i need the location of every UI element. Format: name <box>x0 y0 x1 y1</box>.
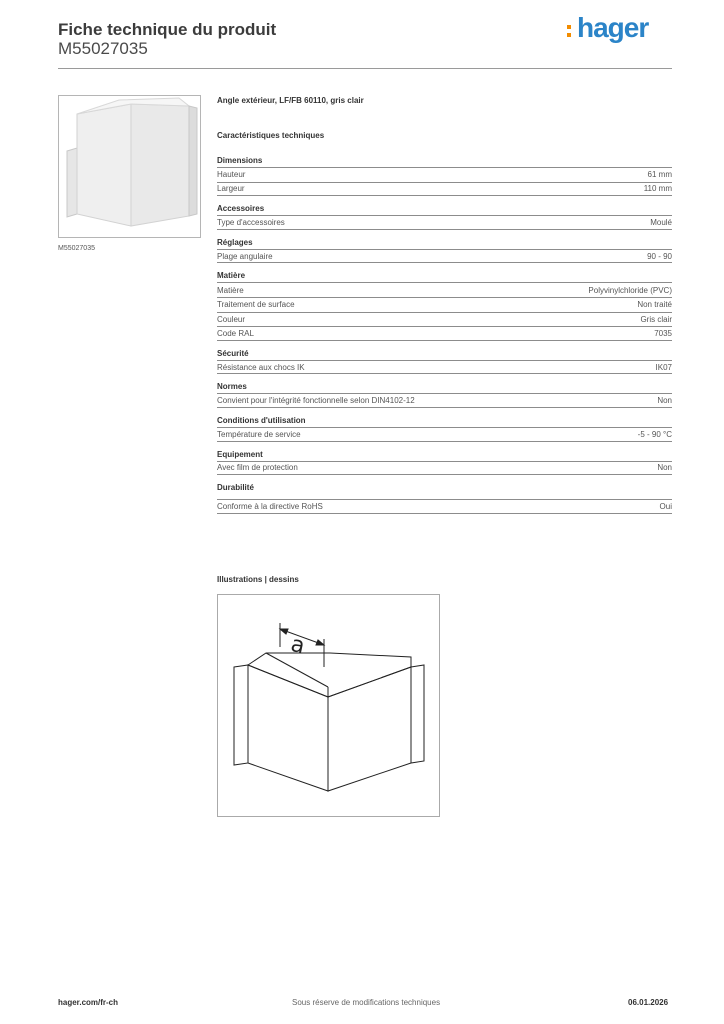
spec-label: Type d'accessoires <box>217 217 285 227</box>
logo-dots-icon <box>567 25 571 41</box>
section-matiere <box>217 270 672 340</box>
spec-value: Non <box>657 396 672 406</box>
product-description: Angle extérieur, LF/FB 60110, gris clair <box>217 96 364 105</box>
spec-value: 61 mm <box>647 170 672 180</box>
section-title: Accessoires <box>217 204 265 214</box>
spec-value: 7035 <box>654 328 672 338</box>
spec-row <box>217 167 672 182</box>
spec-value: Non traité <box>637 300 672 310</box>
section-dimensions <box>217 155 672 196</box>
spec-label: Code RAL <box>217 328 254 338</box>
section-title: Réglages <box>217 237 253 247</box>
spec-label: Température de service <box>217 429 301 439</box>
spec-row <box>217 312 672 327</box>
page-title: Fiche technique du produit <box>58 20 277 39</box>
spec-label: Traitement de surface <box>217 300 295 310</box>
section-title: Conditions d'utilisation <box>217 415 306 425</box>
section-normes <box>217 381 672 408</box>
section-accessoires <box>217 203 672 230</box>
spec-label: Largeur <box>217 184 245 194</box>
spec-value: -5 - 90 °C <box>637 429 672 439</box>
illustrations-heading: Illustrations | dessins <box>217 575 299 584</box>
spec-value: Polyvinylchloride (PVC) <box>588 285 672 295</box>
spec-label: Matière <box>217 285 244 295</box>
spec-row <box>217 326 672 341</box>
footer-website: hager.com/fr-ch <box>58 998 119 1007</box>
spec-value: IK07 <box>655 362 672 372</box>
spec-label: Hauteur <box>217 170 246 180</box>
section-durabilite <box>217 482 672 514</box>
section-conditions <box>217 415 672 442</box>
spec-label: Couleur <box>217 314 246 324</box>
spec-row <box>217 360 672 375</box>
spec-row <box>217 249 672 264</box>
logo-text: hager <box>577 12 649 43</box>
spec-value: Oui <box>659 501 672 511</box>
spec-value: Moulé <box>650 217 672 227</box>
section-title: Durabilité <box>217 483 254 493</box>
product-thumbnail <box>58 95 201 238</box>
section-title: Sécurité <box>217 348 249 358</box>
spec-row <box>217 297 672 312</box>
spec-label: Conforme à la directive RoHS <box>217 501 323 511</box>
spec-label: Résistance aux chocs IK <box>217 362 305 372</box>
specs-table <box>217 155 672 521</box>
header-divider <box>58 68 672 69</box>
thumbnail-label: M55027035 <box>58 245 95 252</box>
section-reglages <box>217 237 672 264</box>
specs-heading: Caractéristiques techniques <box>217 131 325 140</box>
spec-row <box>217 499 672 514</box>
hager-logo <box>567 12 659 48</box>
dimension-label: a <box>288 631 307 660</box>
section-title: Equipement <box>217 449 263 459</box>
section-equipement <box>217 449 672 476</box>
corner-drawing <box>218 595 439 816</box>
spec-label: Convient pour l'intégrité fonctionnelle selon DIN4102-12 <box>217 396 415 406</box>
section-title: Dimensions <box>217 156 263 165</box>
section-title: Normes <box>217 382 247 392</box>
spec-label: Plage angulaire <box>217 251 273 261</box>
footer-notice: Sous réserve de modifications techniques <box>292 998 441 1007</box>
spec-value: Gris clair <box>640 314 672 324</box>
spec-row <box>217 427 672 442</box>
spec-row <box>217 282 672 297</box>
spec-value: Non <box>657 463 672 473</box>
product-code: M55027035 <box>58 39 148 58</box>
spec-row <box>217 215 672 230</box>
spec-label: Avec film de protection <box>217 463 298 473</box>
spec-value: 90 - 90 <box>647 251 672 261</box>
spec-row <box>217 182 672 197</box>
section-title: Matière <box>217 271 246 281</box>
spec-row <box>217 393 672 408</box>
section-securite <box>217 348 672 375</box>
footer-date: 06.01.2026 <box>628 998 669 1007</box>
spec-row <box>217 461 672 476</box>
technical-drawing <box>217 594 440 817</box>
spec-value: 110 mm <box>643 184 672 194</box>
